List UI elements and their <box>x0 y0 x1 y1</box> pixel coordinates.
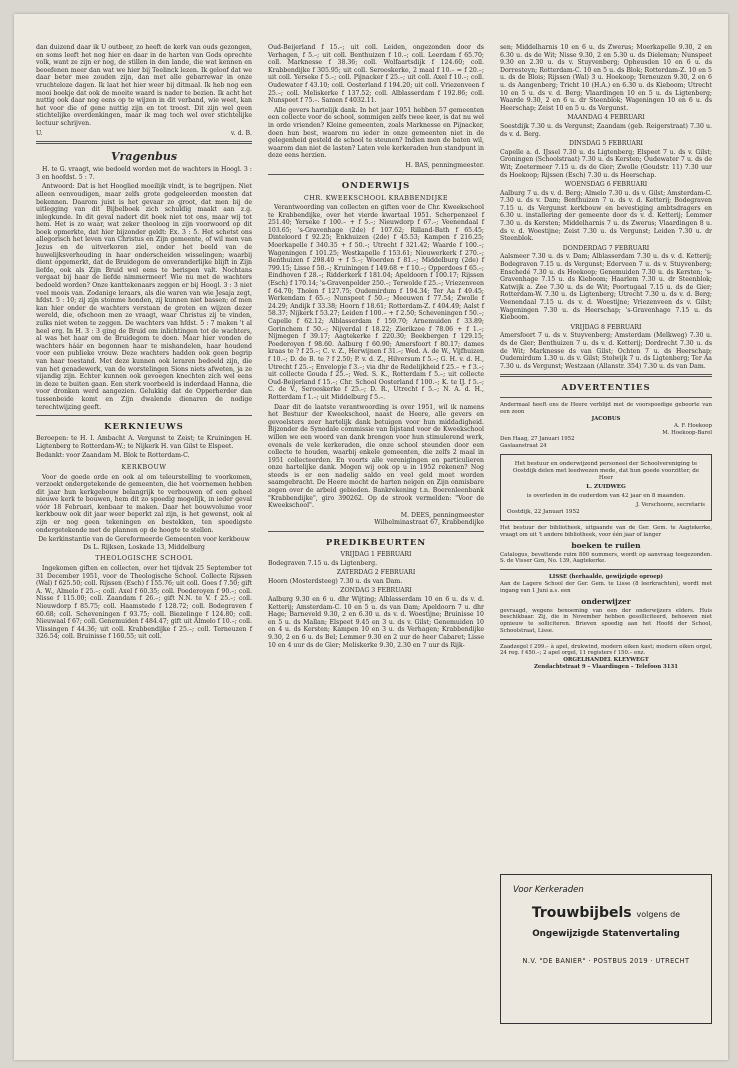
day-heading: ZATERDAG 2 FEBRUARI <box>336 569 416 577</box>
onderwijs-text2: Daar dit de laatste verantwoording is over 1951, wil ik namens het Bestuur der Kweekschool, naast de Heere, alle gevers en gevoelsters zeer hartelijk dank betuigen voor hun middadigheid. Bijzonder de Synodale commissie van bijstand voor de Kweekschool willen we een woord van dank brengen voor hun stimulerend werk, evenals de vele kerkeraden, die onze school steunden door een collecte te houden, waarbij enkele gemeenten, die zelfs 2 maal in 1951 collecteerden. En voorts alle verenigingen en particulieren onze hartelijke dank. Mogen wij ook op u in 1952 rekenen? Nog steeds is er een nadelig saldo en veel geld moet worden saamgebracht. De Heere mocht de harten neigen en Zijn onmisbare zegen over de arbeid gebieden. Bankrekening t.n. Boerenleenbank "Krabbendijke", giro 390262. Op de strook vermelden: "Voor de Kweekschool". <box>268 403 484 510</box>
onderwijs-subheading: CHR. KWEEKSCHOOL KRABBENDIJKE <box>303 193 449 202</box>
day-heading: MAANDAG 4 FEBRUARI <box>567 114 645 122</box>
kerkbouw-heading: KERKBOUW <box>121 462 167 471</box>
article-intro: dan duizend daar ik U outbeer, zo heeft de kerk van ouds gezongen, en soms leeft het nog hier en daar in de harten van Gods oprechte volk, want ze zijn er nog, de stillen in den lande, die wat kennen en beoefenen meer dan wat we hier bij Teelinck lezen. Ik geloof dat we daar beter mee zouden zijn, dan met alle gebarrewar in onze vruchteloze dagen. Ik laat het hier weer bij ditmaal. Ik heb nog een mooi boekje dat ook de moeite waard is nader te bezien. Ik acht het nuttig ook daar nog eens op te wijzen in dit verband, wie weet, kan het voor die of gene nuttig zijn en tot troost. Dit zijn wel geen stichtelijke overdenkingen, maar ik mag toch wel over stichtelijke lectuur schrijven. <box>36 44 252 127</box>
advert-organ-title: ORGELHANDEL KLEYWEGT <box>563 657 649 664</box>
day-text: Bodegraven 7.15 u. ds Ligtenberg. <box>268 559 378 567</box>
day-text: Hoorn (Mosterdsteeg) 7.30 u. ds van Dam. <box>268 577 403 585</box>
trouw-title-suffix: volgens de <box>636 910 681 919</box>
advert-organ-address: Zendachtstraat 9 – Vlaardingen – Telefoon 3131 <box>533 664 679 671</box>
advert-birth-name: JACOBUS <box>591 415 621 422</box>
signature-right: v. d. B. <box>230 129 252 137</box>
vragenbus-question: H. te G. vraagt, wie bedoeld worden met de wachters in Hoogl. 3 : 3 en hoofdst. 5 : 7. <box>36 166 252 181</box>
vragenbus-answer: Antwoord: Dat is het Hooglied moeilijk vindt, is te begrijpen. Niet alleen eenvoudigen, maar zelfs grote godgeleerden moesten dat bekennen. Daarom juist is het gevaar zo groot, dat men bij de uitlegging van dit Bijbelboek zich schuldig maakt aan z.g. inlegkunde. In dit geval nadert dit boek niet tot ons, maar wij tot hem. Het is zo waar, wat zeker theoloog in zijn voorwoord op dit boek opmerkte, dat hier bijzonder geldt: Ex. 3 : 5. Het schetst ons allegorisch het leven van Christus en Zijn gemeente, of wil men van Jezus en de uitverkoren ziel, onder het beeld van de huwelijksverhouding in haar onderscheiden wisselingen; waarbij dient opgemerkt, dat de Bruidegom de onveranderlijke blijft in Zijn liefde, ook als Zijn Bruid wel eens te berispen valt. Nochtans vergaat bij haar de liefde nimmermeer! Wie nu met de wachters bedoeld worden? Onze kanttekenaars zeggen er bij Hoogl. 3 : 3 niet veel moois van. Zodanige leraars, als die waren van wie Jesaja zegt, hfdst. 5 : 10; zij zijn stomme honden, zij kunnen niet bassen; of men kan hier onder de wachters verstaan de groten en wijzen dezer wereld, die, ofschoon men ze vraagt, waar Christus zij te vinden, zulks niet weten te zeggen. De wachters van hfdst. 5 : 7 maken 't al heel erg. In H. 3 : 3 ging de Bruid om inlichtingen tot de wachters, al was het haar om de Bruidegom te doen. Maar hier vonden de wachters háár en begonnen haar te mishandelen, haar houdend voor een publieke vrouw. Deze wachters hadden ook geen begrip van haar toestand. Met deze kunnen ook leraren bedoeld zijn, die van het genadewerk, van de worstelingen Sions niets afweten, ja ze vijandig zijn. Echter kunnen ook gevoegen knechten zich wel eens in deze te buiten gaan. Een sterk voorbeeld is inderdaad Hanna, die voor dronken werd aangezien. Gelukkig dat de Opperherder dan tussenbeide komt en Zijn dwalende dienaren de nodige terechtwijzing geeft. <box>36 183 252 411</box>
advert-organ <box>500 644 712 671</box>
divider <box>500 374 712 377</box>
vragenbus-heading: Vragenbus <box>110 150 178 164</box>
divider <box>500 569 712 570</box>
onderwijs-text: Verantwoording van collecten en giften voor de Chr. Kweekschool te Krabbendijke, over het vierde kwartaal 1951. Scherpenzeel f 251.40; Yerseke f 100.– + f 5.–; Nieuwdorp f 67.–; Veenendaal f 103.65; 's-Gravenhage (2de) f 107.62; Rilland-Bath f 65.45; Dinteloord f 92.25; Enkhuizen (2de) f 45.53; Kampen f 216.25; Moerkapelle f 340.35 + f 50.–; Utrecht f 321.42; Waarde f 100.–; Wageningen f 101.25; Westkapelle f 153.61; Nieuwerkerk f 270.–; Benthuizen f 298.40 + f 5.–; Woerden f 81.–; Middelburg (2de) f 799.15; Lisse f 50.–; Kruiningen f 149.68 + f 10.–; Opperdoes f 65.–; Eindhoven f 28.–; Ridderkerk f 181.04; Apeldoorn f 100.17; Rijssen (Esch) f 170.14; 's-Gravenpolder 250.–; Terwolde f 25.–; Vriezenveen f 64.70; Tholen f 127.75; Oudemirdum f 194.34; Ter Aa f 49.45; Werkendam f 65.–; Nunspeet f 50.–; Meeuwen f 77.54; Zwolle f 24.29; Andijk f 33.38; Hoorn f 18.61; Rotterdam-Z. f 404.49; Aalst f 58.37; Nijkerk f 53.27; Leiden f 100.– + f 2.50; Scheveningen f 50.–; Capelle f 62.12; Alblasserdam f 159.70; Arnemuiden f 33.89; Gorinchem f 50.–; Nijverdal f 18.22; Zierikzee f 78.06 + f 1.–; Nijmegen f 39.17; Aagtekerke f 220.30; Beekbergen f 129.15; Poederoyen f 98.60. Aalburg f 60.90; Amersfoort f 80.17; dames kraas te ? f 25.–; C. v. Z., Herwijnen f 31.–; Wed. A. de W., Vijfhuizen f 10.–; D. de B. te ? f 2.50; P. v. d. Z., Hilversum f 5.–; G. H. v. d. H., Utrecht f 25.–; Envelopje f 3.–; via dhr de Redelijkheid f 25.– + f 3.–; uit collecte Gouda f 25.–; Wed. S. K., Rotterdam f 5.–; uit collecte Oud-Beijerland f 15.–; Chr. School Oosterland f 100.–; K. te IJ. f 5.–; C. de V., Serooskerke f 25.–; D. R., Utrecht f 5.–; N. A. d. H., Rotterdam f 1.–; uit Middelburg f 5.–. <box>268 204 484 401</box>
advert-birth-text: Andermaal heeft ons de Heere verblijd met de voorspoedige geboorte van een zoon <box>500 402 712 416</box>
advert-organ-text: Zaadzegel f 299.– à apel, drukwind, modern eiken kast; modern eiken orgel, 24 reg. f 450.–; 2 apel orgel, 11 registers f 150.– enz. <box>500 643 712 657</box>
advert-death-sign: J. Verschoore, secretaris <box>636 501 705 508</box>
column-left <box>36 44 252 643</box>
kerkbouw-sign2: Ds L. Rijksen, Loskade 13, Middelburg <box>83 543 205 551</box>
advert-birth-place: Den Haag, 27 Januari 1952 <box>500 436 575 443</box>
divider <box>36 141 252 144</box>
kerkbouw-sign1: De kerkinstantie van de Gereformeerde Gemeenten voor kerkbouw <box>38 536 250 544</box>
advert-teacher-text2: gevraagd, wegens benoeming van een der onderwijzers elders. Huis beschikbaar. Zij, die in November hebben gesolliciteerd, behoeven niet opnieuw te solliciteren. Brieven spoedig aan het Hoofd der School, Schoolstraat, Lisse. <box>500 607 712 634</box>
divider <box>268 174 484 175</box>
day-heading: ZONDAG 3 FEBRUARI <box>340 587 412 595</box>
predikbeurten-heading: PREDIKBEURTEN <box>325 538 427 549</box>
divider <box>500 397 712 398</box>
advert-books <box>500 525 712 565</box>
beroepen-text: Beroepen: te H. I. Ambacht A. Vergunst te Zeist; te Kruiningen H. Ligtenberg te Rotterdam-W.; te Nijkerk H. van Gilst te Elspeet. <box>36 435 252 450</box>
theol-continued: Oud-Beijerland f 15.–; uit coll. Leiden, ongezonden door ds Verhagen, f 5.–; uit coll. Benthuizen f 10.–; coll. Leerdam f 65.70; coll. Marknesse f 38.36; coll. Wolfaartsdijk f 124.60; coll. Krabbendijke f 305.95; uit coll. Serooskerke, 2 maal f 10.– = f 20.–; uit coll. Yerseke f 5.–; coll. Pijnacker f 25.–; uit coll. Axel f 10.–; coll. Oudewater f 43.10; coll. Oosterland f 194.20; uit coll. Vriezenveen f 25.–; coll. Meliskerke f 137.52; coll. Alblasserdam f 192.86; coll. Nunspeet f 75.–. Samen f 4032.11. <box>268 44 484 105</box>
advert-death-place: Oostdijk, 22 Januari 1952 <box>507 508 580 515</box>
day-text: Capelle a. d. IJssel 7.30 u. ds Ligtenberg; Elspeet 7 u. ds v. Gilst; Groningen (Schoolstraat) 7.30 u. ds Kersten; Oudewater 7 u. ds de Wit; Zoetermeer 7.15 u. ds de Gier; Zwolle (Goudstr. 11) 7.30 uur ds Hoekoop; Rijssen (Esch) 7.30 u. ds Heerschap. <box>500 148 712 179</box>
kerkbouw-text: Voor de goede orde en ook al om teleurstelling te voorkomen, verzoekt ondergetekende de gemeenten, die het voornemen hebben dit jaar hun kerkgebouw belangrijk te verbouwen of een geheel nieuwe kerk te bouwen, hem dit zo spoedig mogelijk, in ieder geval vóór 18 Februari, kenbaar te maken. Daar het bouwvolume voor kerkbouw ook dit jaar weer beperkt zal zijn, is het gewenst, ook al zijn er nog geen tekeningen en bestekken, ten spoedigste ondergetekende met de plannen op de hoogte te stellen. <box>36 473 252 534</box>
day-heading: WOENSDAG 6 FEBRUARI <box>564 181 648 189</box>
article-signature <box>36 130 252 138</box>
advert-teacher <box>500 574 712 635</box>
advert-books-text2: Catalogus, bevattende ruim 800 nummers, wordt op aanvraag toegezonden. S. de Visser Gzn, No. 139, Aagtekerke. <box>500 551 712 565</box>
theol-heading: THEOLOGISCHE SCHOOL <box>95 554 193 563</box>
day-heading: VRIJDAG 8 FEBRUARI <box>570 323 642 331</box>
theol-thanks: Alle gevers hartelijk dank. In het jaar 1951 hebben 57 gemeenten een collecte voor de school, sommigen zelfs twee keer, is dat nu wel in orde vrienden? Kleine gemeenten, zoals Marknesse en Pijnacker, doen hun best, waarom nu ieder in onze gemeenten niet in de gelegenheid gesteld de school te steunen? Indien men de baten wil, waarom dan niet de lasten? Laten vele kerkeraden hun standpunt in deze eens herzien. <box>268 106 484 160</box>
advert-birth-parent1: A. F. Hoekoop <box>674 422 712 429</box>
advert-teacher-head: LISSE (herhaalde, gewijzigde oproep) <box>549 574 663 581</box>
day-heading: DINSDAG 5 FEBRUARI <box>569 140 643 148</box>
trouw-line4: N.V. "DE BANIER" · POSTBUS 2019 · UTRECHT <box>522 957 690 965</box>
onderwijs-sign1: M. DEES, penningmeester <box>400 511 484 519</box>
advert-death-text2: is overleden in de ouderdom van 42 jaar en 8 maanden. <box>526 492 686 499</box>
column-right <box>500 44 712 671</box>
onderwijs-sign2: Wilhelminastraat 67, Krabbendijke <box>374 519 484 527</box>
advert-books-text: Het bestuur der bibliotheek, uitgaande van de Ger. Gem. te Aagtekerke, vraagt om uit 't andere bibliotheek, voor één jaar of langer <box>500 524 712 538</box>
advert-birth-parent2: M. Hoekoop-Barel <box>662 429 712 436</box>
bedankt-text: Bedankt: voor Zaandam M. Blok te Rotterdam-C. <box>36 452 190 460</box>
advert-teacher-title: onderwijzer <box>581 596 631 606</box>
divider <box>36 415 252 416</box>
theol-signature: H. BAS, penningmeester. <box>405 161 484 169</box>
signature-left: U. <box>36 129 43 137</box>
advert-teacher-text: Aan de Lagere School der Ger. Gem. te Lisse (8 leerkrachten), wordt met ingang van 1 Juni a.s. een <box>500 580 712 594</box>
trouw-line1: Voor Kerkeraden <box>513 885 584 895</box>
day-text: Aalburg 9.30 en 6 u. dhr Wijting; Alblasserdam 10 en 6 u. ds v. d. Ketterij; Amsterdam-C. 10 en 5 u. ds van Dam; Apeldoorn 7 u. dhr Hage; Barneveld 9.30, 2 en 6.30 u. ds v. d. Woestijne; Bruinisse 10 en 5 u. ds Mallan; Elspeet 9.45 en 3 u. ds v. Gilst; Genemuiden 10 en 4 u. ds Kersten; Kampen 10 en 3 u. ds Verhagen; Krabbendijke 9.30, 2 en 6 u. ds Bel; Lemmer 9.30 en 2 uur de heer Cabaret; Lisse 10 en 4 uur ds de Gier; Meliskerke 9.30, 2.30 en 7 uur ds Rijk- <box>268 596 484 649</box>
advert-death-text: Het bestuur en onderwijzend personeel der Schoolvereniging te Oostdijk delen met leedwezen mede, dat hun goede voorzitter, de Heer <box>512 460 700 481</box>
day-text: Aalsmeer 7.30 u. ds v. Dam; Alblasserdam 7.30 u. ds v. d. Ketterij; Bodegraven 7.15 u. ds Vergunst; Ederveen 7 u. ds v. Stuyvenberg; Enschedé 7.30 u. ds Hoekoop; Genemuiden 7.30 u. ds Kersten; 's-Gravenhage 7.15 u. ds Kieboom; Haarlem 7.30 u. dr Steenblok; Katwijk a. Zee 7.30 u. ds de Wit; Poortugaal 7.15 u. ds de Gier; Rotterdam-W. 7.30 u. ds Ligtenberg; Utrecht 7.30 u. ds v. d. Berg; Veenendaal 7.15 u. ds v. d. Woestijne; Vriezenveen ds v. Gilst; Wageningen 7.30 u. ds Heerschap; 's-Gravenhage 7.15 u. ds Kieboom. <box>500 253 712 322</box>
newspaper-page <box>14 14 728 1060</box>
day-heading: VRIJDAG 1 FEBRUARI <box>340 551 412 559</box>
trouw-line3: Ongewijzigde Statenvertaling <box>532 929 680 939</box>
divider <box>268 531 484 532</box>
advert-death-name: L. ZUIDWEG <box>586 483 626 490</box>
trouw-title: Trouwbijbels <box>531 905 632 921</box>
kerknieuws-heading: KERKNIEUWS <box>104 422 184 433</box>
trouw-line2 <box>511 905 701 921</box>
day-text: Soestdijk 7.30 u. ds Vergunst; Zaandam (geb. Reigerstraat) 7.30 u. ds v. d. Berg. <box>500 122 712 138</box>
advert-birth <box>500 402 712 450</box>
advert-death <box>500 454 712 521</box>
predik-continued: sen; Middelharnis 10 en 6 u. ds Zwerus; Moerkapelle 9.30, 2 en 6.30 u. ds de Wit; Nisse 9.30, 2 en 5.30 u. ds Dieleman; Nunspeet 9.30 en 2.30 u. ds v. Stuyvenberg; Opheusden 10 en 6 u. ds Dorresteyn; Rotterdam-C. 10 en 5 u. ds Blok; Rotterdam-Z. 10 en 5 u. ds de Blois; Rijssen (Wal) 3 u. Hoekoop; Terneuzen 9.30, 2 en 6 u. ds Aangenberg; Tricht 10 (H.A.) en 6.30 u. ds Kieboom; Utrecht 10 en 5 u. ds v. d. Berg; Vlaardingen 10 en 5 u. ds Ligtenberg; Waarde 9.30, 2 en 6 u. dr Steenblok; Wageningen 10 en 6 u. ds Heerschap; Zeist 10 en 5 u. ds Vergunst. <box>500 44 712 112</box>
theol-text: Ingekomen giften en collecten, over het tijdvak 25 September tot 31 December 1951, voor de Theologische School. Collecte Rijssen (Wal) f 625.50; coll. Rijssen (Esch) f 155.76; uit coll. Goes f 7.50; gift A. W., Almelo f 25.–; coll. Axel f 60.35; coll. Poederoyen f 90.–; coll. Nisse f 115.00; coll. Zaandam f 26.–; gift N.N. te V. f 25.–; coll. Nieuwdorp f 85.75; coll. Haamstede f 128.72; coll. Bodegraven f 60.68; coll. Scheveningen f 93.75; coll. Biezelinge f 124.80; coll. Nieuwaal f 67; coll. Genemuiden f 484.47; gift uit Almelo f 10.–; coll. Vlissingen f 44.36; uit coll. Krabbendijke f 25.–; coll. Terneuzen f 326.54; coll. Bruinisse f 160.55; uit coll. <box>36 565 252 641</box>
day-text: Aalburg 7 u. ds v. d. Berg; Almelo 7.30 u. ds v. Gilst; Amsterdam-C. 7.30 u. ds v. Dam; Benthuizen 7 u. ds v. d. Ketterij; Bodegraven 7.15 u. ds Vergunst kerkbouw en bevestiging ambtsdragers en 6.30 u. installering der gemeente door ds v. d. Ketterij; Lemmer 7.30 u. ds Kersten; Middelharnis 7 u. ds Zwerus; Vlaardingen 8 u. ds v. d. Woestijne; Zeist 7.30 u. ds Vergunst; Leiden 7.30 u. dr Steenblok. <box>500 189 712 243</box>
day-heading: DONDERDAG 7 FEBRUARI <box>562 244 650 252</box>
advertenties-heading: ADVERTENTIES <box>561 383 651 394</box>
advert-trouwbijbels <box>500 874 712 1024</box>
divider <box>500 639 712 640</box>
day-text: Amersfoort 7 u. ds v. Stuyvenberg; Amsterdam (Melkweg) 7.30 u. ds de Gier; Benthuizen 7 u. ds v. d. Ketterij; Dordrecht 7.30 u. ds de Wit; Marknesse ds van Gilst; Ochten 7 u. ds Heerschap; Oudemirdum 1.30 u. ds v. Gilst; Stolwijk 7 u. ds Ligtenberg; Ter Aa 7.30 u. ds Vergunst; Westzaan (Allanstr. 354) 7.30 u. ds van Dam. <box>500 332 712 370</box>
advert-birth-address: Gaslaanstraat 24 <box>500 443 547 450</box>
onderwijs-heading: ONDERWIJS <box>341 180 411 191</box>
advert-books-title: boeken te ruilen <box>571 540 641 550</box>
column-middle <box>268 44 484 651</box>
